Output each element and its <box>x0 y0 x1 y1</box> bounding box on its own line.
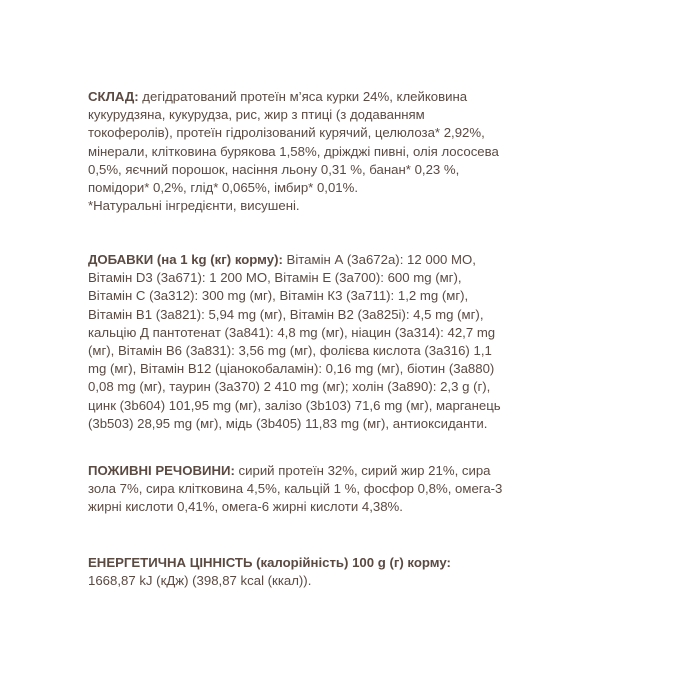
composition-line: мінерали, клітковина бурякова 1,58%, дріжджі пивні, олія лососева <box>88 143 499 159</box>
product-label <box>88 0 608 682</box>
additives-line: 0,08 mg (мг), таурин (3а370) 2 410 mg (мг); холін (3а890): 2,3 g (г), <box>88 379 491 395</box>
additives-line: цинк (3b604) 101,95 mg (мг), залізо (3b103) 71,6 mg (мг), марганець <box>88 397 501 413</box>
composition-line: кукурудзяна, кукурудза, рис, жир з птиці (з додаванням <box>88 107 425 123</box>
nutrients-heading: ПОЖИВНІ РЕЧОВИНИ: <box>88 463 235 478</box>
additives-line: Вітамін С (3а312): 300 mg (мг), Вітамін К3 (3а711): 1,2 mg (мг), <box>88 288 469 304</box>
energy-heading: ЕНЕРГЕТИЧНА ЦІННІСТЬ (калорійність) 100 g (г) корму: <box>88 555 451 570</box>
additives-heading: ДОБАВКИ (на 1 kg (кг) корму): <box>88 252 283 267</box>
composition-section <box>88 88 608 215</box>
additives-line: mg (мг), Вітамін В12 (ціанокобаламін): 0,16 mg (мг), біотин (3а880) <box>88 361 495 377</box>
composition-line-1 <box>88 88 608 106</box>
additives-line: (3b503) 28,95 mg (мг), мідь (3b405) 11,83 mg (мг), антиоксиданти. <box>88 415 488 431</box>
additives-line-1 <box>88 251 608 269</box>
additives-section <box>88 251 608 433</box>
nutrients-section <box>88 462 608 517</box>
additives-line: Вітамін D3 (3а671): 1 200 МО, Вітамін Е (3а700): 600 mg (мг), <box>88 270 462 286</box>
composition-line: 0,5%, яєчний порошок, насіння льону 0,31 %, банан* 0,23 %, <box>88 161 460 177</box>
additives-line: (мг), Вітамін В6 (3а831): 3,56 mg (мг), фолієва кислота (3а316) 1,1 <box>88 343 492 359</box>
nutrients-line: жирні кислоти 0,41%, омега-6 жирні кислоти 4,38%. <box>88 499 403 515</box>
energy-section <box>88 554 608 590</box>
additives-line: кальцію Д пантотенат (3а841): 4,8 mg (мг), ніацин (3а314): 42,7 mg <box>88 324 496 340</box>
nutrients-line-1 <box>88 462 608 480</box>
nutrients-line: зола 7%, сира клітковина 4,5%, кальцій 1 %, фосфор 0,8%, омега-3 <box>88 481 503 497</box>
composition-heading: СКЛАД: <box>88 89 139 104</box>
nutrients-text: сирий протеїн 32%, сирий жир 21%, сира <box>234 463 491 478</box>
composition-footnote: *Натуральні інгредієнти, висушені. <box>88 198 300 214</box>
additives-line: Вітамін В1 (3а821): 5,94 mg (мг), Вітамін В2 (3а825і): 4,5 mg (мг), <box>88 306 484 322</box>
composition-text: дегідратований протеїн м’яса курки 24%, клейковина <box>138 89 468 104</box>
composition-line: помідори* 0,2%, глід* 0,065%, імбир* 0,01%. <box>88 180 359 196</box>
energy-value: 1668,87 kJ (кДж) (398,87 kcal (ккал)). <box>88 573 312 589</box>
composition-line: токоферолів), протеїн гідролізований курячий, целюлоза* 2,92%, <box>88 125 485 141</box>
additives-text: Вітамін А (3а672а): 12 000 МО, <box>282 252 476 267</box>
